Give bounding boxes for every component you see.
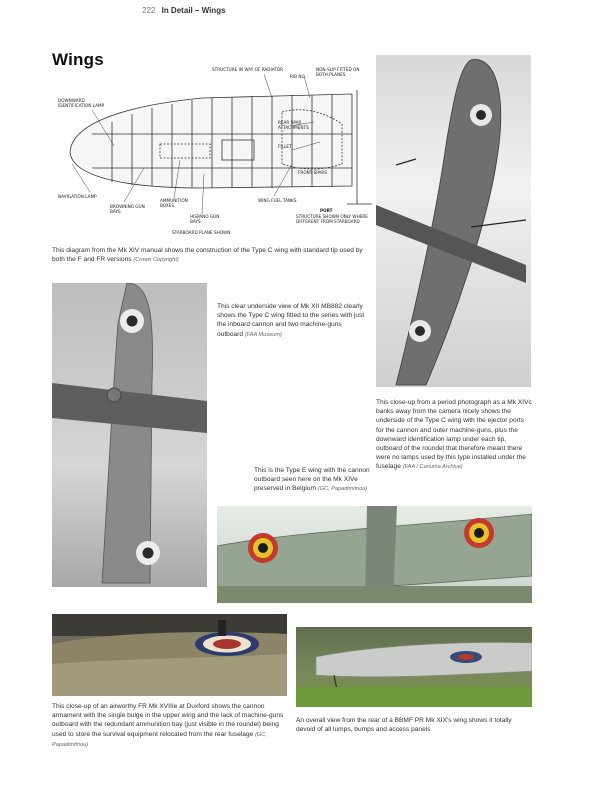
photo-mkxii-underside [52, 283, 207, 587]
caption-mkxii [217, 302, 367, 340]
photo-duxford-wing [52, 614, 287, 696]
label-ammunition-boxes: AMMUNITION BOXES [160, 198, 188, 208]
label-browning-bays: BROWNING GUN BAYS [110, 204, 145, 214]
caption-mkxii-credit: (FAA Museum) [244, 331, 282, 338]
label-identification-lamp: DOWNWARD IDENTIFICATION LAMP [58, 98, 105, 108]
photo-bbmf-wing [296, 627, 532, 707]
caption-diagram-text: This diagram from the Mk XIV manual shows the construction of the Type C wing with standard tip used by both the F and FR versions [52, 247, 363, 264]
caption-duxford-credit: (GC, Papadimitriou) [52, 731, 267, 748]
caption-mkxii-text: This clear underside view of Mk XII MB882 clearly shows the Type C wing fitted to the series with just the inboard cannon and two machine-guns outboard [217, 303, 365, 338]
label-navigation-lamp: NAVIGATION LAMP [58, 194, 97, 199]
caption-type-e-credit: (GC, Papadimitriou) [317, 486, 368, 493]
photo-mkxiv-banking [376, 55, 531, 387]
caption-bbmf [296, 716, 532, 734]
page-number: 222 [142, 6, 156, 15]
wing-diagram [52, 64, 372, 242]
label-starboard: STARBOARD PLANE SHOWN [172, 230, 231, 235]
caption-mkxiv-period [376, 398, 532, 473]
page-title: Wings [52, 50, 104, 69]
caption-bbmf-text: An overall view from the rear of a BBMF PR Mk XIX's wing shows it totally devoid of all lumps, bumps and access panels [296, 717, 512, 734]
label-front-spars: FRONT SPARS [298, 170, 327, 175]
photo-type-e-wing [217, 506, 532, 603]
label-wing-fuel-tanks: WING FUEL TANKS [258, 198, 297, 203]
running-header [142, 6, 226, 15]
label-fillet: FILLET [278, 144, 292, 149]
section-title: In Detail – Wings [161, 6, 226, 15]
label-port-note: STRUCTURE SHOWN ONLY WHERE DIFFERENT FROM STARBOARD [296, 214, 368, 224]
label-non-slip: NON-SLIP FITTED ON BOTH PLANES [316, 67, 360, 77]
caption-duxford [52, 702, 288, 750]
label-port: PORT [320, 208, 333, 213]
caption-diagram [52, 246, 370, 265]
caption-mkxiv-period-credit: (FAA / Canuma Archive) [402, 464, 463, 471]
label-rib-no: RIB NO. [290, 74, 306, 79]
caption-diagram-credit: (Crown Copyright) [133, 257, 179, 264]
caption-type-e-text: This is the Type E wing with the cannon outboard seen here on the Mk XIVe preserved in Belgium [254, 467, 370, 493]
caption-type-e [254, 466, 371, 495]
caption-mkxiv-period-text: This close-up from a period photograph as a Mk XIVc banks away from the camera nicely shows the underside of the Type C wing with the ejector ports for the cannon and outer machine-guns, plus the downward identification lamp under each tip, outboard of the roundel that therefore meant there were no lamps used by this type installed under the fuselage [376, 399, 532, 471]
label-structure-radiator: STRUCTURE IN WAY OF RADIATOR [212, 67, 284, 72]
label-rear-spar: REAR SPAR ATTACHMENTS [278, 120, 309, 130]
caption-duxford-text: This close-up of an airworthy FR Mk XVIIIe at Duxford shows the cannon armament with the single bulge in the upper wing and the lack of machine-guns outboard with the redundant ammunition bay (just visible in the roundel) being used to store the survival equipment relocated from the rear fuselage [52, 703, 284, 738]
label-hispano-bays: HISPANO GUN BAYS [190, 214, 220, 224]
